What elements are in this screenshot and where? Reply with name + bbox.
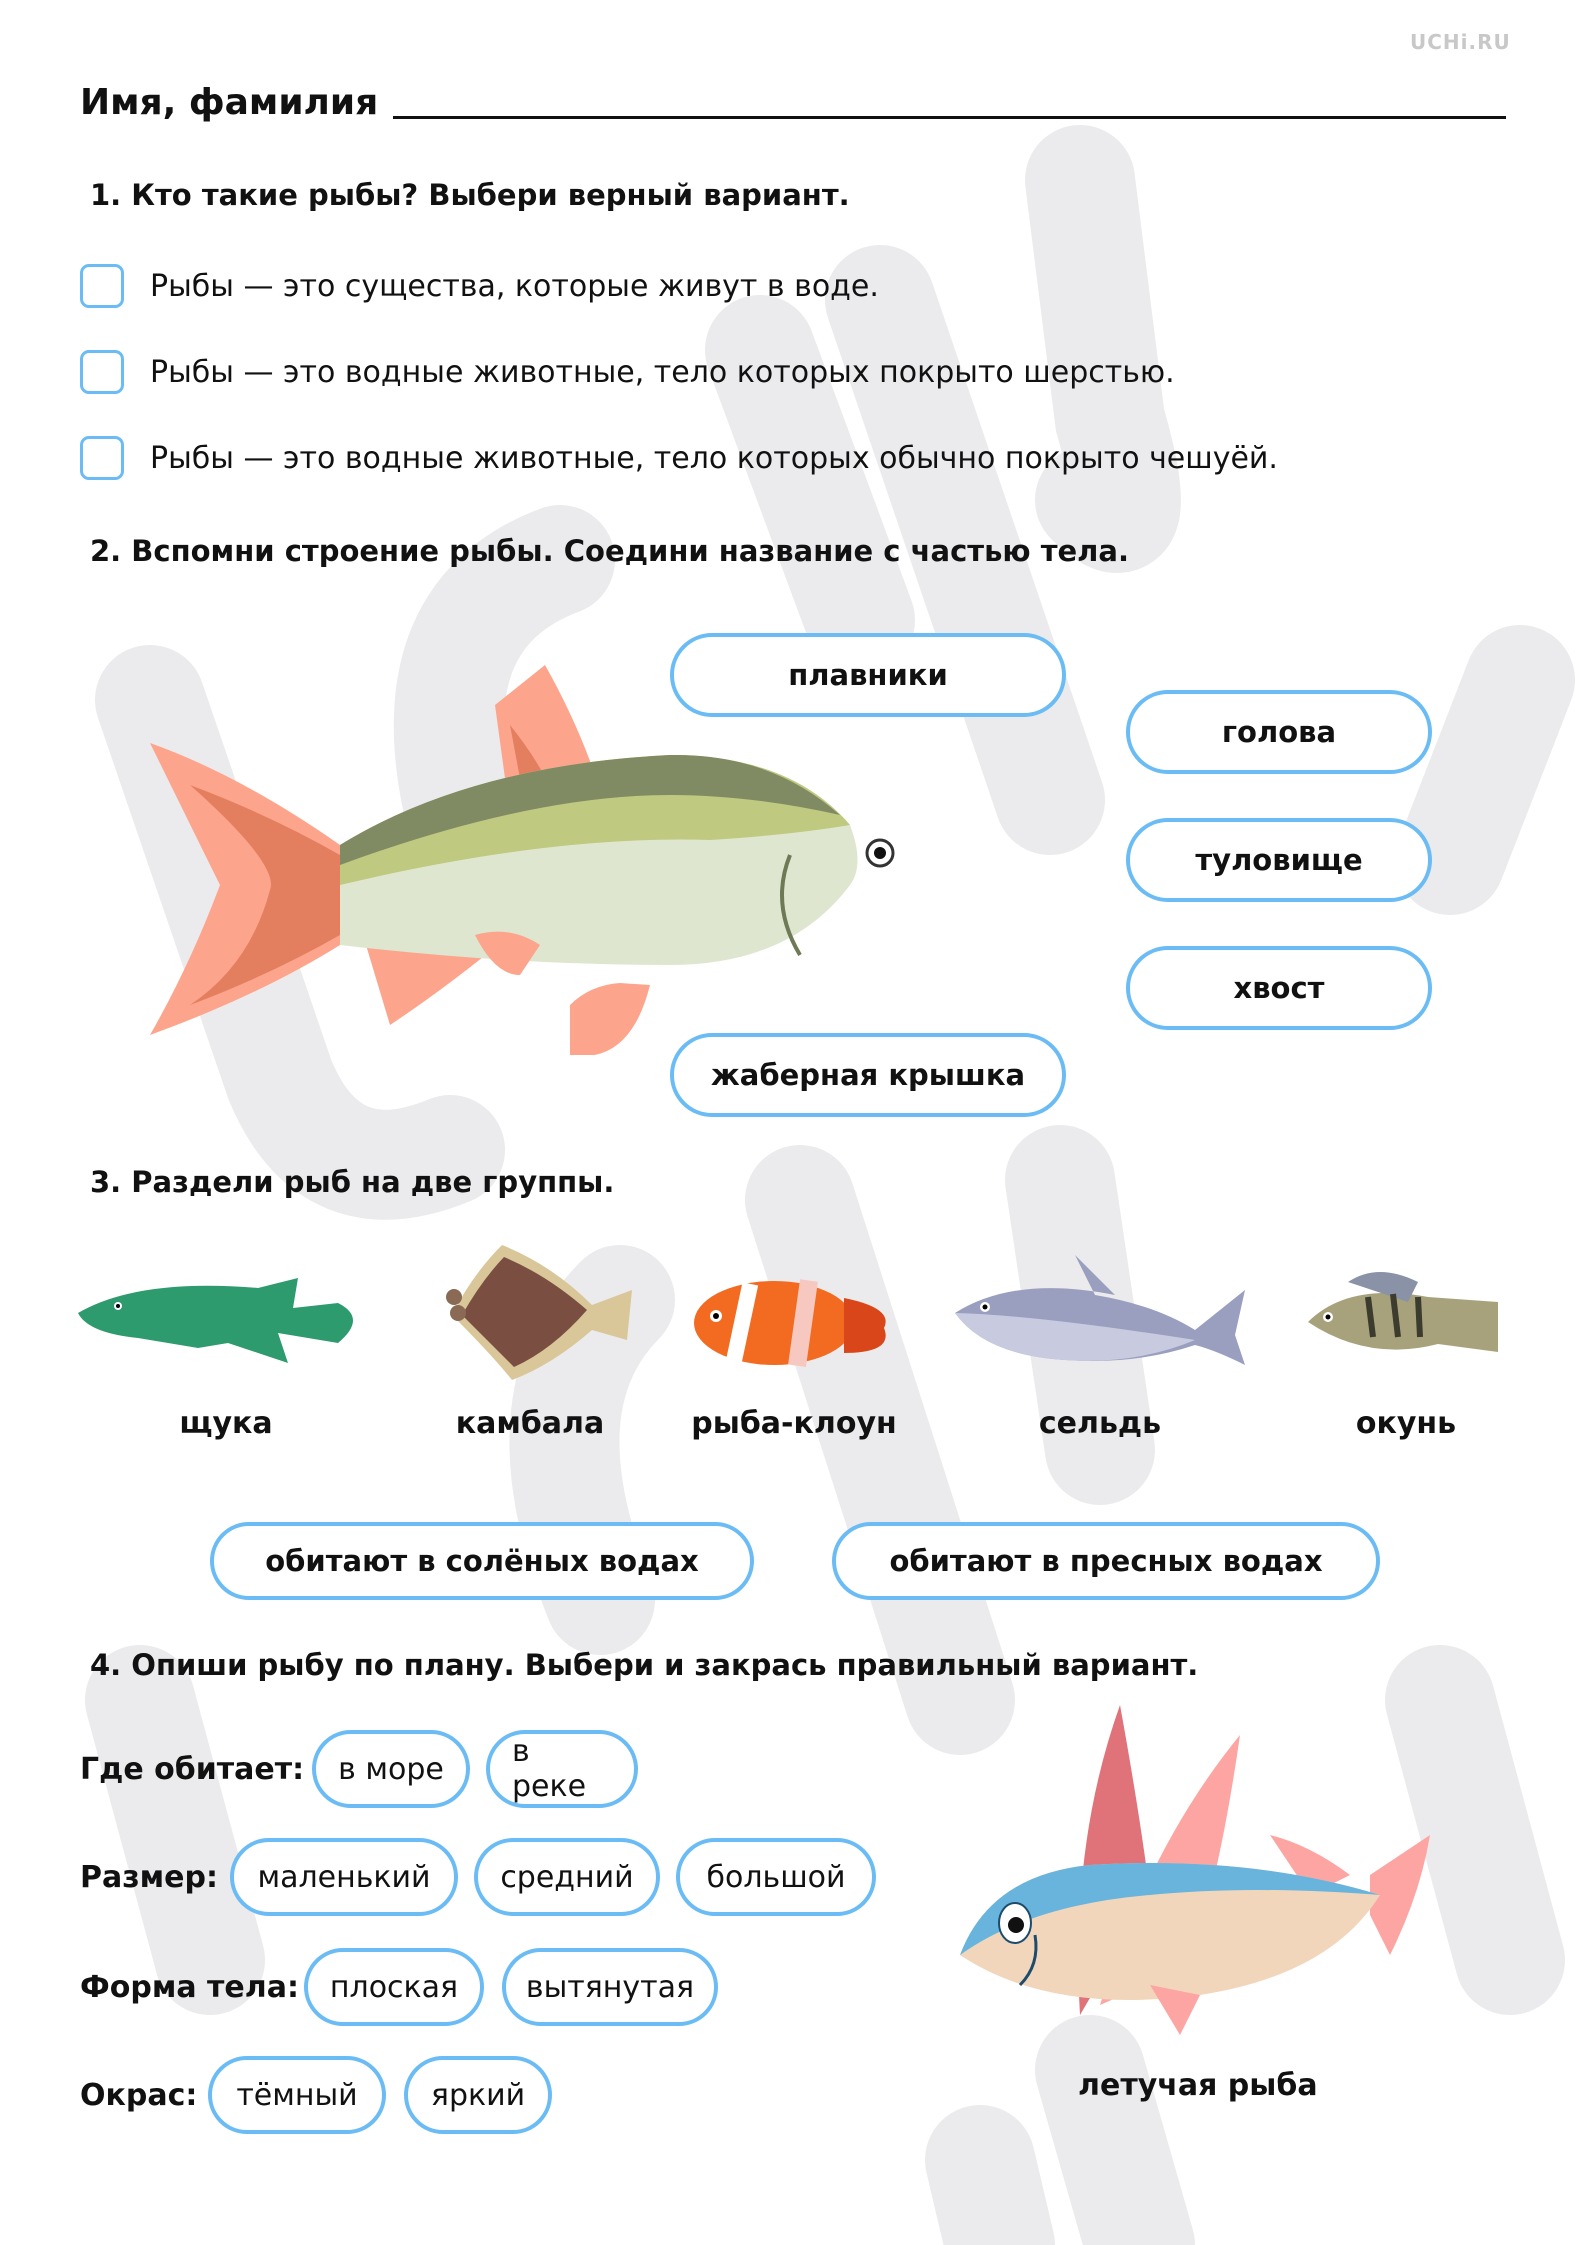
row-label-color: Окрас: — [80, 2078, 198, 2113]
option-text: Рыбы — это водные животные, тело которых обычно покрыто чешуёй. — [150, 440, 1278, 476]
option-sea[interactable]: в море — [312, 1730, 470, 1808]
label-head[interactable]: голова — [1126, 690, 1432, 774]
q4-title: 4. Опиши рыбу по плану. Выбери и закрась правильный вариант. — [90, 1648, 1199, 1682]
checkbox[interactable] — [80, 350, 124, 394]
q1-option-3[interactable] — [80, 436, 1278, 480]
fish-label-pike: щука — [179, 1406, 273, 1441]
group-saltwater[interactable]: обитают в солёных водах — [210, 1522, 754, 1600]
row-label-size: Размер: — [80, 1860, 219, 1895]
clownfish-image — [694, 1268, 894, 1378]
option-flat[interactable]: плоская — [304, 1948, 484, 2026]
flying-fish-image — [950, 1695, 1450, 2045]
fish-diagram-image — [150, 665, 940, 1055]
pike-image — [78, 1268, 378, 1368]
label-body[interactable]: туловище — [1126, 818, 1432, 902]
herring-image — [955, 1255, 1250, 1385]
brand-logo: UCHi.RU — [1410, 30, 1511, 54]
checkbox[interactable] — [80, 436, 124, 480]
option-text: Рыбы — это существа, которые живут в воде. — [150, 268, 879, 304]
row-label-habitat: Где обитает: — [80, 1752, 305, 1787]
option-small[interactable]: маленький — [230, 1838, 458, 1916]
checkbox[interactable] — [80, 264, 124, 308]
option-bright[interactable]: яркий — [404, 2056, 552, 2134]
q1-title: 1. Кто такие рыбы? Выбери верный вариант. — [90, 178, 850, 212]
q3-title: 3. Раздели рыб на две группы. — [90, 1165, 615, 1199]
name-label: Имя, фамилия — [80, 82, 379, 123]
q1-option-2[interactable] — [80, 350, 1175, 394]
flying-fish-caption: летучая рыба — [1078, 2068, 1318, 2103]
name-input-line[interactable] — [393, 116, 1506, 119]
q1-option-1[interactable] — [80, 264, 879, 308]
flounder-image — [432, 1245, 632, 1380]
fish-label-herring: сельдь — [1038, 1406, 1162, 1441]
option-text: Рыбы — это водные животные, тело которых покрыто шерстью. — [150, 354, 1175, 390]
fish-label-flounder: камбала — [455, 1406, 605, 1441]
q2-title: 2. Вспомни строение рыбы. Соедини название с частью тела. — [90, 534, 1130, 568]
fish-label-clownfish: рыба-клоун — [691, 1406, 897, 1441]
label-gill-cover[interactable]: жаберная крышка — [670, 1033, 1066, 1117]
option-elongated[interactable]: вытянутая — [502, 1948, 718, 2026]
option-medium[interactable]: средний — [474, 1838, 660, 1916]
option-large[interactable]: большой — [676, 1838, 876, 1916]
row-label-body-shape: Форма тела: — [80, 1970, 299, 2005]
label-fins[interactable]: плавники — [670, 633, 1066, 717]
option-river[interactable]: в реке — [486, 1730, 638, 1808]
label-tail[interactable]: хвост — [1126, 946, 1432, 1030]
fish-label-perch: окунь — [1355, 1406, 1457, 1441]
group-freshwater[interactable]: обитают в пресных водах — [832, 1522, 1380, 1600]
option-dark[interactable]: тёмный — [208, 2056, 386, 2134]
perch-image — [1308, 1262, 1508, 1382]
